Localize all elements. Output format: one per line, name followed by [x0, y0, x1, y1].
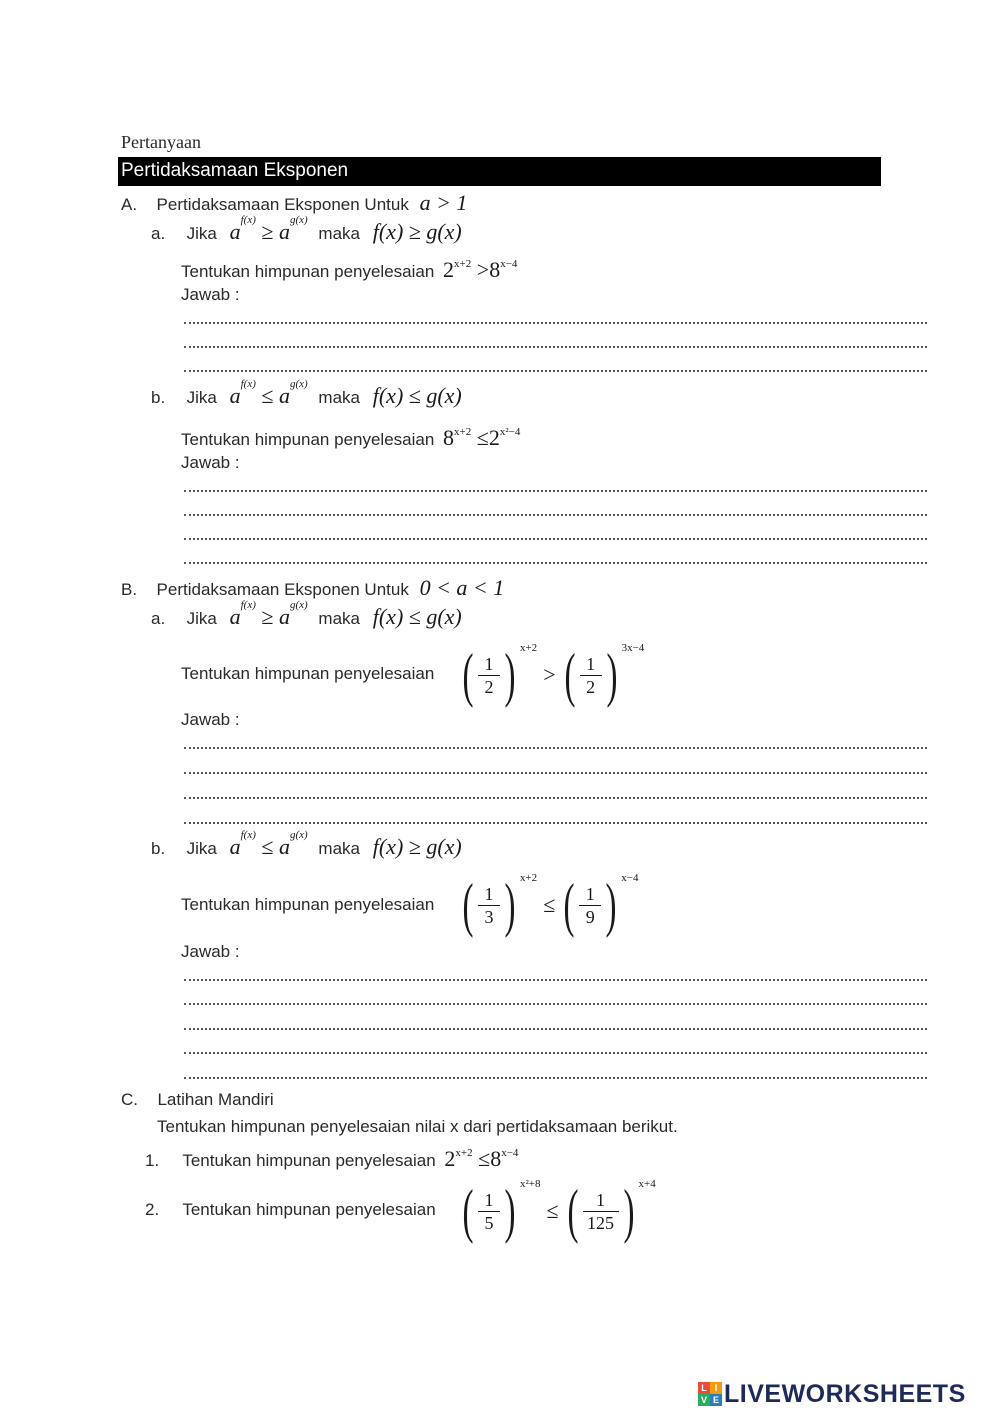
operator: ≤: [478, 1146, 491, 1171]
answer-line[interactable]: [184, 1003, 927, 1005]
paren-close: ): [606, 642, 618, 708]
answer-line[interactable]: [184, 822, 927, 824]
answer-line[interactable]: [184, 538, 927, 540]
base: 8: [489, 257, 501, 282]
paren-open: (: [462, 642, 474, 708]
exponent: g(x): [289, 378, 308, 390]
exponent: x+2: [455, 1147, 473, 1159]
answer-line[interactable]: [184, 514, 927, 516]
exponent: x−4: [621, 872, 639, 884]
answer-line[interactable]: [184, 1052, 927, 1054]
operator: ≤: [476, 425, 489, 450]
operator: ≤: [261, 383, 274, 408]
task-a-a: [181, 257, 517, 283]
exponent: g(x): [289, 829, 308, 841]
worksheet-title-bar: [118, 157, 881, 186]
rule-b-b: [151, 829, 462, 860]
base: 8: [490, 1146, 502, 1171]
answer-line[interactable]: [184, 1077, 927, 1079]
denominator: 5: [484, 1212, 494, 1233]
jika-label: Jika: [186, 224, 217, 243]
operator: ≤: [546, 1198, 559, 1223]
fraction: [579, 884, 601, 927]
item-marker: b.: [151, 388, 166, 407]
task-text: Tentukan himpunan penyelesaian: [181, 262, 435, 281]
maka-label: maka: [318, 388, 360, 407]
task-text: Tentukan himpunan penyelesaian: [181, 895, 435, 914]
base: a: [278, 383, 290, 408]
rule-a-b: [151, 378, 462, 409]
operator: ≥: [261, 604, 274, 629]
section-marker: A.: [121, 195, 138, 214]
base: 8: [443, 425, 455, 450]
answer-label: Jawab :: [181, 453, 240, 472]
paren-close: ): [605, 872, 617, 938]
exponent: x+2: [454, 426, 472, 438]
paren-close: ): [504, 872, 516, 938]
rule-result: f(x) ≤ g(x): [372, 604, 462, 629]
section-marker: B.: [121, 580, 138, 599]
answer-label: Jawab :: [181, 710, 240, 729]
section-a-heading: [121, 190, 467, 216]
logo-icon: L I V E: [698, 1382, 722, 1406]
answer-line[interactable]: [184, 562, 927, 564]
page-label: Pertanyaan: [121, 132, 201, 152]
fraction: [478, 1190, 500, 1233]
exponent: x²+8: [519, 1178, 541, 1190]
operator: ≥: [261, 219, 274, 244]
liveworksheets-logo: [698, 1378, 966, 1410]
answer-label: Jawab :: [181, 942, 240, 961]
section-title: Pertidaksamaan Eksponen Untuk: [156, 195, 409, 214]
item-marker: 1.: [145, 1151, 160, 1170]
denominator: 2: [586, 676, 596, 697]
exponent: f(x): [240, 599, 256, 611]
operator: ≤: [543, 892, 556, 917]
denominator: 9: [585, 906, 595, 927]
fraction-inequality-b-b: [458, 870, 638, 940]
fraction: [478, 654, 500, 697]
numerator: 1: [596, 1189, 606, 1210]
task-text: Tentukan himpunan penyelesaian: [181, 430, 435, 449]
numerator: 1: [484, 1189, 494, 1210]
section-title: Latihan Mandiri: [157, 1090, 274, 1109]
answer-line[interactable]: [184, 346, 927, 348]
section-condition: a > 1: [419, 190, 468, 215]
exponent: 3x−4: [621, 642, 645, 654]
denominator: 3: [484, 906, 494, 927]
item-marker: b.: [151, 839, 166, 858]
answer-line[interactable]: [184, 1028, 927, 1030]
task-a-b: [181, 425, 520, 451]
exponent: x+4: [638, 1178, 656, 1190]
rule-result: f(x) ≤ g(x): [372, 383, 462, 408]
exercise-2: [145, 1200, 436, 1220]
exponent: x−4: [501, 1147, 519, 1159]
maka-label: maka: [318, 224, 360, 243]
logo-text: LIVEWORKSHEETS: [724, 1379, 966, 1408]
section-b-heading: [121, 575, 504, 601]
base: a: [278, 219, 290, 244]
item-marker: 2.: [145, 1200, 160, 1219]
exponent: x²−4: [499, 426, 521, 438]
rule-b-a: [151, 599, 462, 630]
maka-label: maka: [318, 839, 360, 858]
exponent: f(x): [240, 378, 256, 390]
paren-close: ): [504, 642, 516, 708]
item-marker: a.: [151, 224, 166, 243]
maka-label: maka: [318, 609, 360, 628]
operator: >: [476, 257, 490, 282]
jika-label: Jika: [186, 388, 217, 407]
answer-line[interactable]: [184, 370, 927, 372]
base: 2: [444, 1146, 456, 1171]
paren-open: (: [567, 1178, 579, 1244]
answer-line[interactable]: [184, 979, 927, 981]
section-marker: C.: [121, 1090, 138, 1109]
base: a: [229, 219, 241, 244]
operator: ≤: [261, 834, 274, 859]
denominator: 2: [484, 676, 494, 697]
numerator: 1: [484, 883, 494, 904]
paren-close: ): [623, 1178, 635, 1244]
base: 2: [443, 257, 455, 282]
answer-line[interactable]: [184, 772, 927, 774]
exponent: g(x): [289, 599, 308, 611]
section-condition: 0 < a < 1: [419, 575, 505, 600]
base: a: [229, 383, 241, 408]
fraction: [478, 884, 500, 927]
base: a: [278, 834, 290, 859]
denominator: 125: [587, 1212, 615, 1233]
worksheet-title: Pertidaksamaan Eksponen: [121, 160, 349, 181]
task-text: Tentukan himpunan penyelesaian: [182, 1200, 436, 1219]
paren-open: (: [462, 1178, 474, 1244]
exponent: f(x): [240, 829, 256, 841]
fraction-inequality-c-2: [458, 1176, 656, 1246]
jika-label: Jika: [186, 609, 217, 628]
task-text: Tentukan himpunan penyelesaian: [182, 1151, 436, 1170]
numerator: 1: [585, 883, 595, 904]
fraction: [580, 654, 602, 697]
paren-open: (: [564, 642, 576, 708]
paren-open: (: [462, 872, 474, 938]
rule-a-a: [151, 214, 462, 245]
fraction: [583, 1190, 619, 1233]
base: a: [229, 834, 241, 859]
answer-label: Jawab :: [181, 285, 240, 304]
answer-line[interactable]: [184, 490, 927, 492]
answer-line[interactable]: [184, 747, 927, 749]
base: a: [278, 604, 290, 629]
exponent: g(x): [289, 214, 308, 226]
operator: >: [543, 662, 556, 687]
item-marker: a.: [151, 609, 166, 628]
rule-result: f(x) ≥ g(x): [372, 834, 462, 859]
numerator: 1: [484, 653, 494, 674]
exercise-1: [145, 1146, 518, 1172]
paren-close: ): [504, 1178, 516, 1244]
rule-result: f(x) ≥ g(x): [372, 219, 462, 244]
fraction-inequality-b-a: [458, 640, 644, 710]
section-title: Pertidaksamaan Eksponen Untuk: [156, 580, 409, 599]
jika-label: Jika: [186, 839, 217, 858]
task-text: Tentukan himpunan penyelesaian: [181, 664, 435, 683]
base: a: [229, 604, 241, 629]
numerator: 1: [586, 653, 596, 674]
section-c-heading: [121, 1090, 274, 1110]
paren-open: (: [563, 872, 575, 938]
exponent: x+2: [519, 872, 538, 884]
exponent: x+2: [519, 642, 538, 654]
answer-line[interactable]: [184, 322, 927, 324]
exponent: f(x): [240, 214, 256, 226]
exponent: x−4: [500, 258, 518, 270]
base: 2: [488, 425, 500, 450]
answer-line[interactable]: [184, 797, 927, 799]
exponent: x+2: [454, 258, 472, 270]
section-c-intro: Tentukan himpunan penyelesaian nilai x dari pertidaksamaan berikut.: [157, 1117, 678, 1136]
